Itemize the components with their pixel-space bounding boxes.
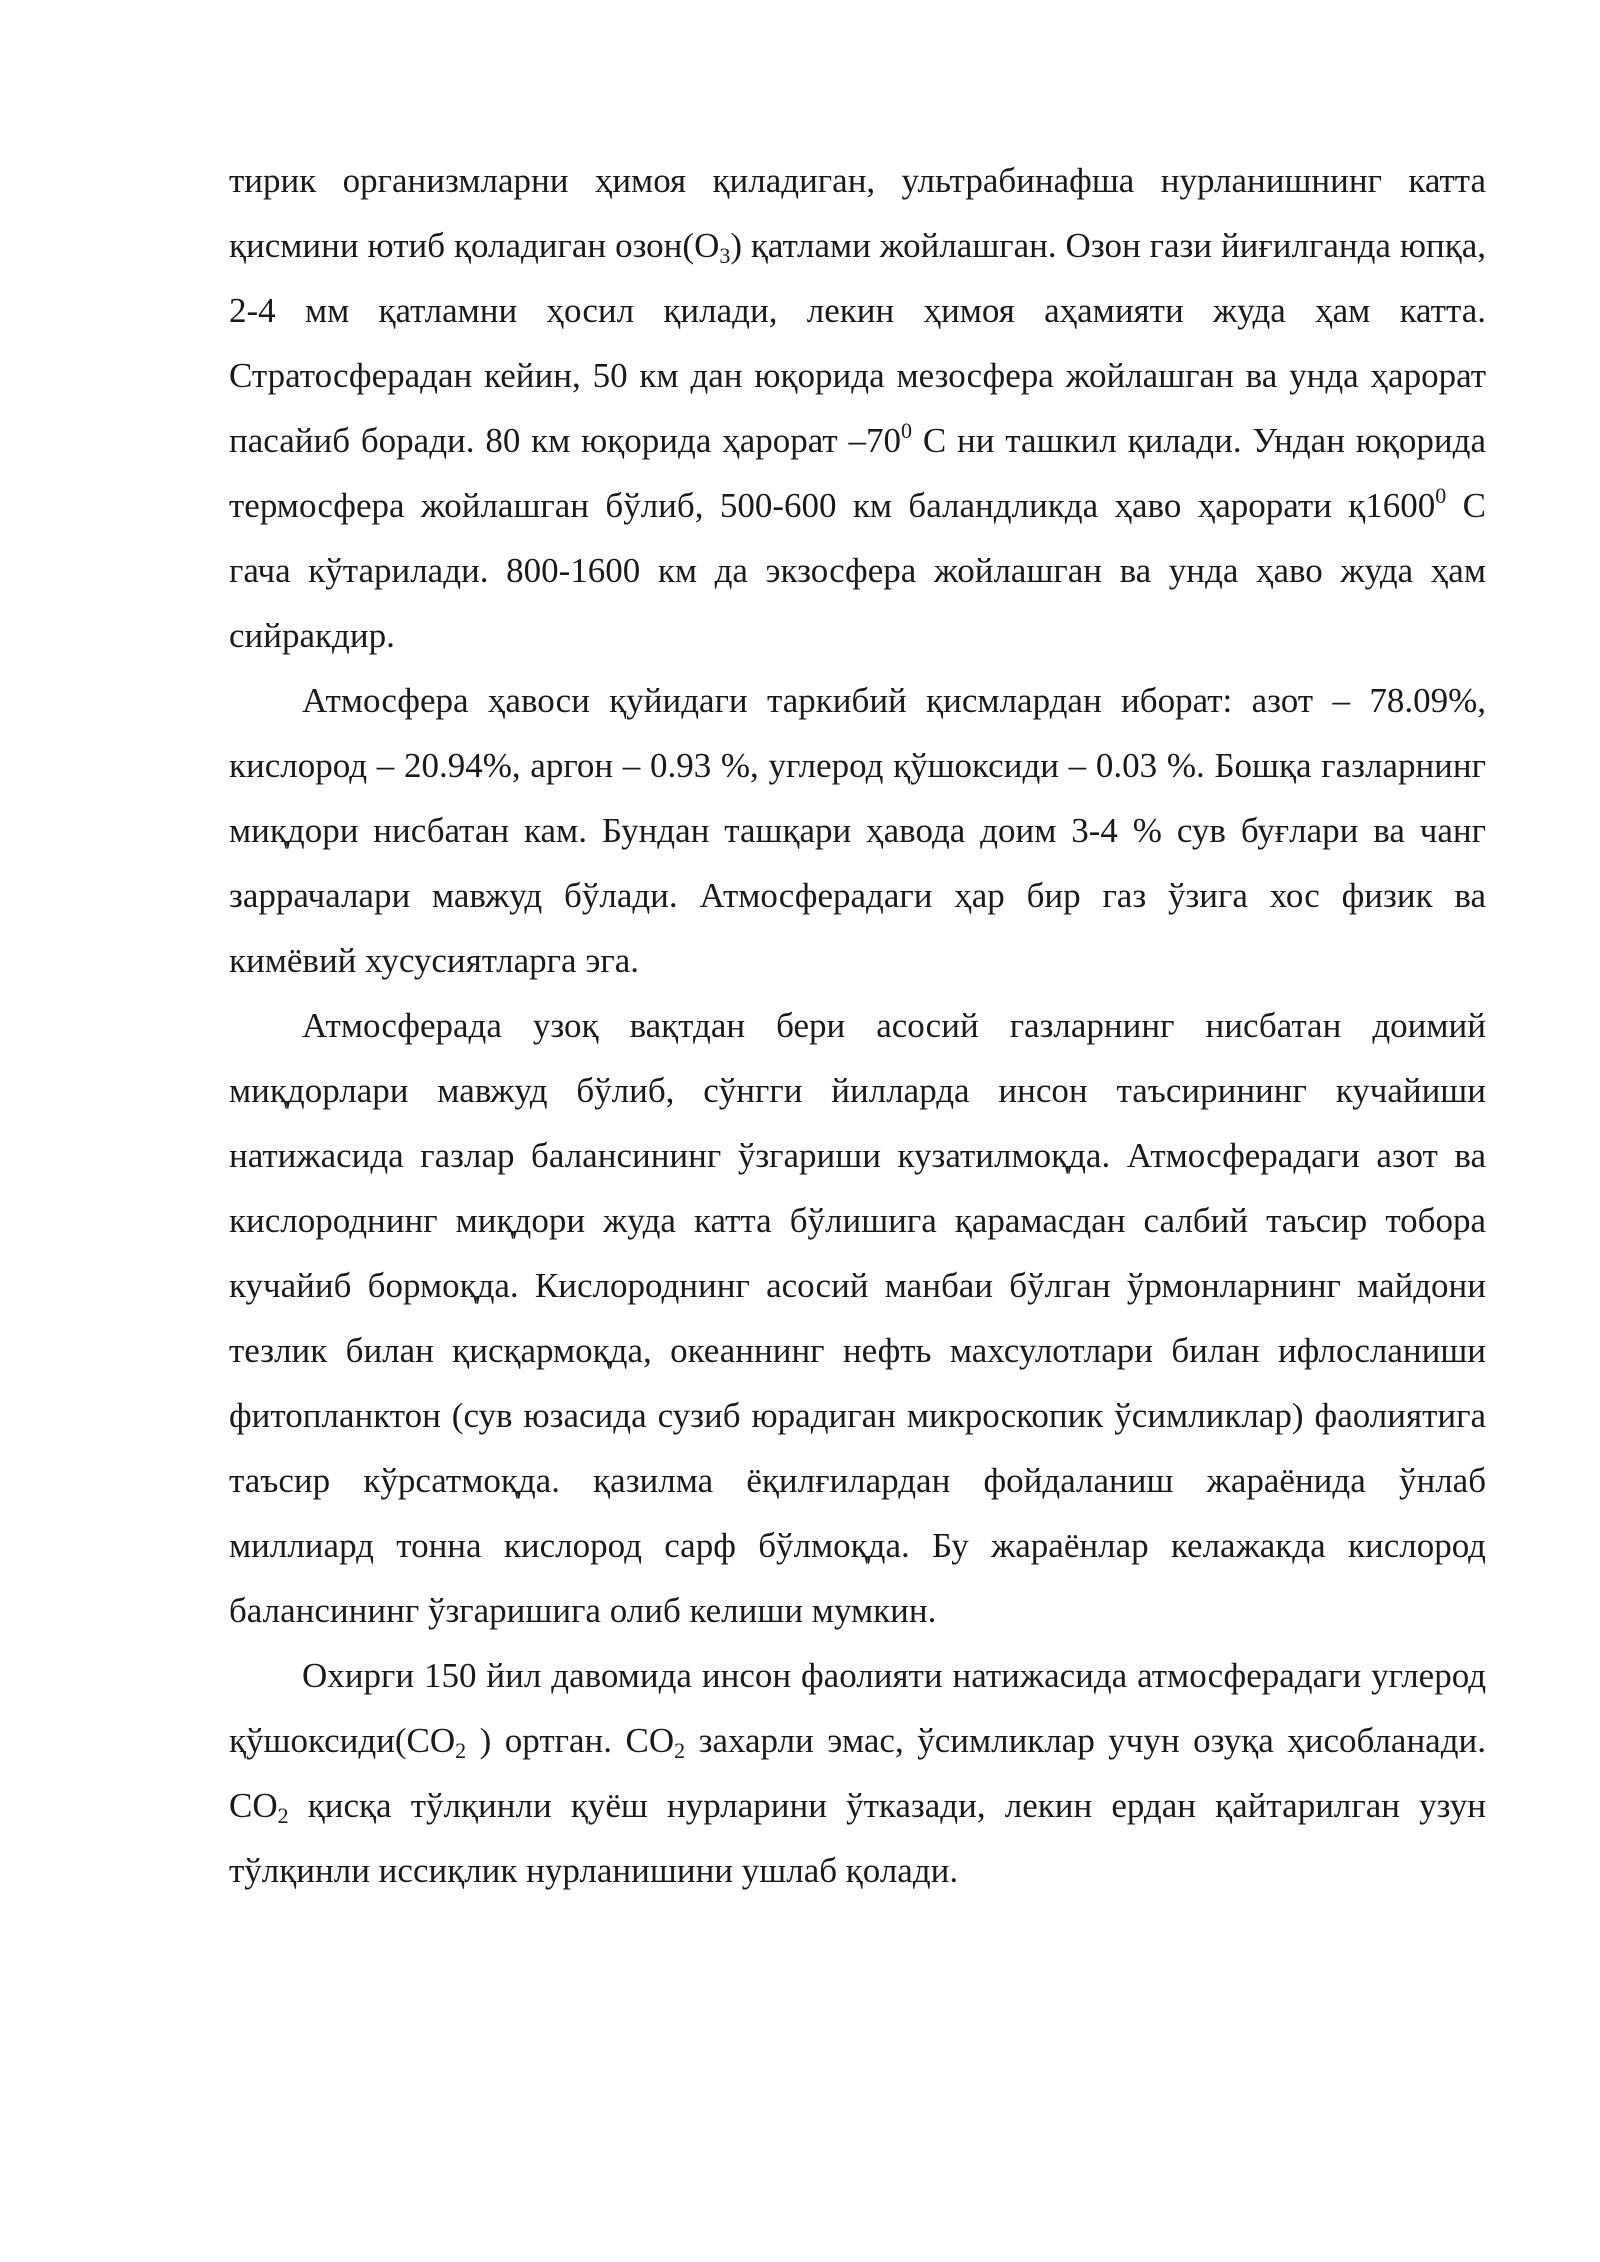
text-run: ) ортган. СО xyxy=(466,1721,675,1760)
paragraph-3 xyxy=(229,993,1486,1643)
text-run: қисқа тўлқинли қуёш нурларини ўтказади, лекин ердан қайтарилган узун тўлқинли иссиқлик нурланишини ушлаб қолади. xyxy=(229,1786,1486,1890)
superscript: 0 xyxy=(901,418,913,443)
subscript: 2 xyxy=(277,1803,289,1828)
text-run: захарли эмас, ўсимликлар учун озуқа ҳисобланади. СО xyxy=(229,1721,1486,1825)
subscript: 2 xyxy=(674,1738,686,1763)
subscript: 3 xyxy=(719,243,731,268)
text-run: Атмосферада узоқ вақтдан бери асосий газларнинг нисбатан доимий миқдорлари мавжуд бўлиб, сўнгги йилларда инсон таъсирининг кучайиши натижасида газлар балансининг ўзгариши кузатилмоқда. Атмосферадаги азот ва кислороднинг миқдори жуда катта бўлишига қарамасдан салбий таъсир тобора кучайиб бормоқда. Кислороднинг асосий манбаи бўлган ўрмонларнинг майдони тезлик билан қисқармоқда, океаннинг нефть махсулотлари билан ифлосланиши фитопланктон (сув юзасида сузиб юрадиган микроскопик ўсимликлар) фаолиятига таъсир кўрсатмоқда. қазилма ёқилғилардан фойдаланиш жараёнида ўнлаб миллиард тонна кислород сарф бўлмоқда. Бу жараёнлар келажакда кислород балансининг ўзгаришига олиб келиши мумкин. xyxy=(229,1006,1486,1630)
text-run: С гача кўтарилади. 800-1600 км да экзосфера жойлашган ва унда ҳаво жуда ҳам сийракдир. xyxy=(229,486,1486,655)
subscript: 2 xyxy=(455,1738,467,1763)
text-run: тирик организмларни ҳимоя қиладиган, ультрабинафша нурланишнинг катта қисмини ютиб қоладиган озон(О xyxy=(229,161,1486,265)
text-run: Охирги 150 йил давомида инсон фаолияти натижасида атмосферадаги углерод қўшоксиди(СО xyxy=(229,1656,1486,1760)
text-run: Атмосфера ҳавоси қуйидаги таркибий қисмлардан иборат: азот – 78.09%, кислород – 20.94%, аргон – 0.93 %, углерод қўшоксиди – 0.03 %. Бошқа газларнинг миқдори нисбатан кам. Бундан ташқари ҳавода доим 3-4 % сув буғлари ва чанг заррачалари мавжуд бўлади. Атмосферадаги ҳар бир газ ўзига хос физик ва кимёвий хусусиятларга эга. xyxy=(229,681,1486,980)
paragraph-4 xyxy=(229,1643,1486,1903)
text-run: ) қатлами жойлашган. Озон гази йиғилганда юпқа, 2-4 мм қатламни ҳосил қилади, лекин ҳимоя аҳамияти жуда ҳам катта. Стратосферадан кейин, 50 км дан юқорида мезосфера жойлашган ва унда ҳарорат пасайиб боради. 80 км юқорида ҳарорат –70 xyxy=(229,226,1486,460)
text-run: С ни ташкил қилади. Ундан юқорида термосфера жойлашган бўлиб, 500-600 км баландликда ҳаво ҳарорати қ1600 xyxy=(229,421,1486,525)
paragraph-1 xyxy=(229,148,1486,668)
document-body xyxy=(229,148,1486,1903)
superscript: 0 xyxy=(1435,483,1447,508)
paragraph-2 xyxy=(229,668,1486,993)
